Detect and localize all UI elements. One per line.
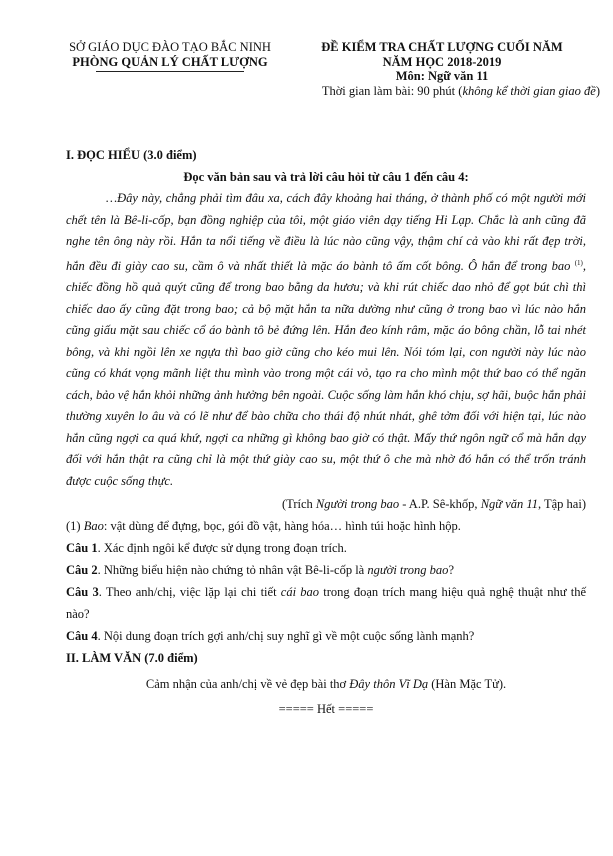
exam-content bbox=[66, 146, 586, 719]
header-right bbox=[292, 40, 600, 98]
question-3: Câu 3. Theo anh/chị, việc lặp lại chi tiết cái bao trong đoạn trích mang hiệu quả nghệ thuật như thế nào? bbox=[66, 585, 586, 622]
end-marker: ===== Hết ===== bbox=[278, 702, 374, 717]
exam-title: ĐỀ KIỂM TRA CHẤT LƯỢNG CUỐI NĂM bbox=[321, 40, 563, 54]
time-limit: Thời gian làm bài: 90 phút (không kể thời gian giao đề) bbox=[321, 83, 600, 98]
header-underline bbox=[96, 71, 244, 72]
department-name: SỞ GIÁO DỤC ĐÀO TẠO BẮC NINH bbox=[69, 40, 271, 54]
reading-instruction: Đọc văn bản sau và trả lời câu hỏi từ câu 1 đến câu 4: bbox=[183, 170, 469, 184]
reading-passage: …Đây này, chẳng phải tìm đâu xa, cách đây khoảng hai tháng, ở thành phố có một người mới chết tên là Bê-li-cốp, bạn đồng nghiệp của tôi, một giáo viên dạy tiếng Hi Lạp. Chắc là anh cũng đã nghe tên ông này rồi. Hắn ta nổi tiếng về điều là lúc nào cũng vậy, thậm chí cả vào khi rất đẹp trời, hắn đều đi giày cao su, cầm ô và nhất thiết là mặc áo bành tô ấm cốt bông. Ô hắn để trong bao $^{(1)}$, chiếc đồng hồ quả quýt cũng để trong bao bằng da hươu; và khi rút chiếc dao nhỏ để gọt bút chì thì chiếc dao ấy cũng đặt trong bao; cả bộ mặt hắn ta nữa dường như cũng ở trong bao vì lúc nào hắn cũng giấu mặt sau chiếc cổ áo bành tô bẻ đứng lên. Hắn đeo kính râm, mặc áo bông chần, lỗ tai nhét bông, và khi ngồi lên xe ngựa thì bao giờ cũng cho kéo mui lên. Nói tóm lại, con người này lúc nào cũng có khát vọng mãnh liệt thu mình vào trong một cái vỏ, tạo ra cho mình một thứ bao có thể ngăn cách, bảo vệ hắn khỏi những ảnh hưởng bên ngoài. Cuộc sống làm hắn khó chịu, sợ hãi, buộc hắn phải thường xuyên lo âu và có lẽ như để bào chữa cho thái độ nhút nhát, ghê tởm đối với hiện tại, lúc nào hắn cũng ngợi ca quá khứ, ngợi ca những gì không bao giờ có thật. Mấy thứ ngôn ngữ cổ mà hắn dạy đối với hắn thật ra cũng chỉ là một thứ giày cao su, một thứ ô che mà nhờ đó hắn có thể trốn tránh được cuộc sống thực. bbox=[66, 191, 586, 488]
question-4: Câu 4. Nội dung đoạn trích gợi anh/chị suy nghĩ gì về một cuộc sống lành mạnh? bbox=[66, 629, 475, 644]
question-1: Câu 1. Xác định ngôi kể được sử dụng trong đoạn trích. bbox=[66, 541, 347, 556]
header-left bbox=[50, 40, 290, 72]
essay-prompt: Cảm nhận của anh/chị về vẻ đẹp bài thơ Đây thôn Vĩ Dạ (Hàn Mặc Tử). bbox=[145, 677, 507, 692]
passage-source: (Trích Người trong bao - A.P. Sê-khốp, Ngữ văn 11, Tập hai) bbox=[281, 497, 586, 512]
subject: Môn: Ngữ văn 11 bbox=[395, 69, 489, 83]
question-2: Câu 2. Những biểu hiện nào chứng tỏ nhân vật Bê-li-cốp là người trong bao? bbox=[66, 563, 454, 578]
section-2-title: II. LÀM VĂN (7.0 điểm) bbox=[66, 651, 198, 666]
footnote-marker: (1) bbox=[574, 258, 583, 267]
footnote: (1) Bao: vật dùng để đựng, bọc, gói đồ vật, hàng hóa… hình túi hoặc hình hộp. bbox=[66, 519, 461, 534]
section-1-title: I. ĐỌC HIỂU (3.0 điểm) bbox=[66, 148, 197, 162]
school-year: NĂM HỌC 2018-2019 bbox=[382, 54, 502, 69]
office-name: PHÒNG QUẢN LÝ CHẤT LƯỢNG bbox=[72, 55, 268, 69]
